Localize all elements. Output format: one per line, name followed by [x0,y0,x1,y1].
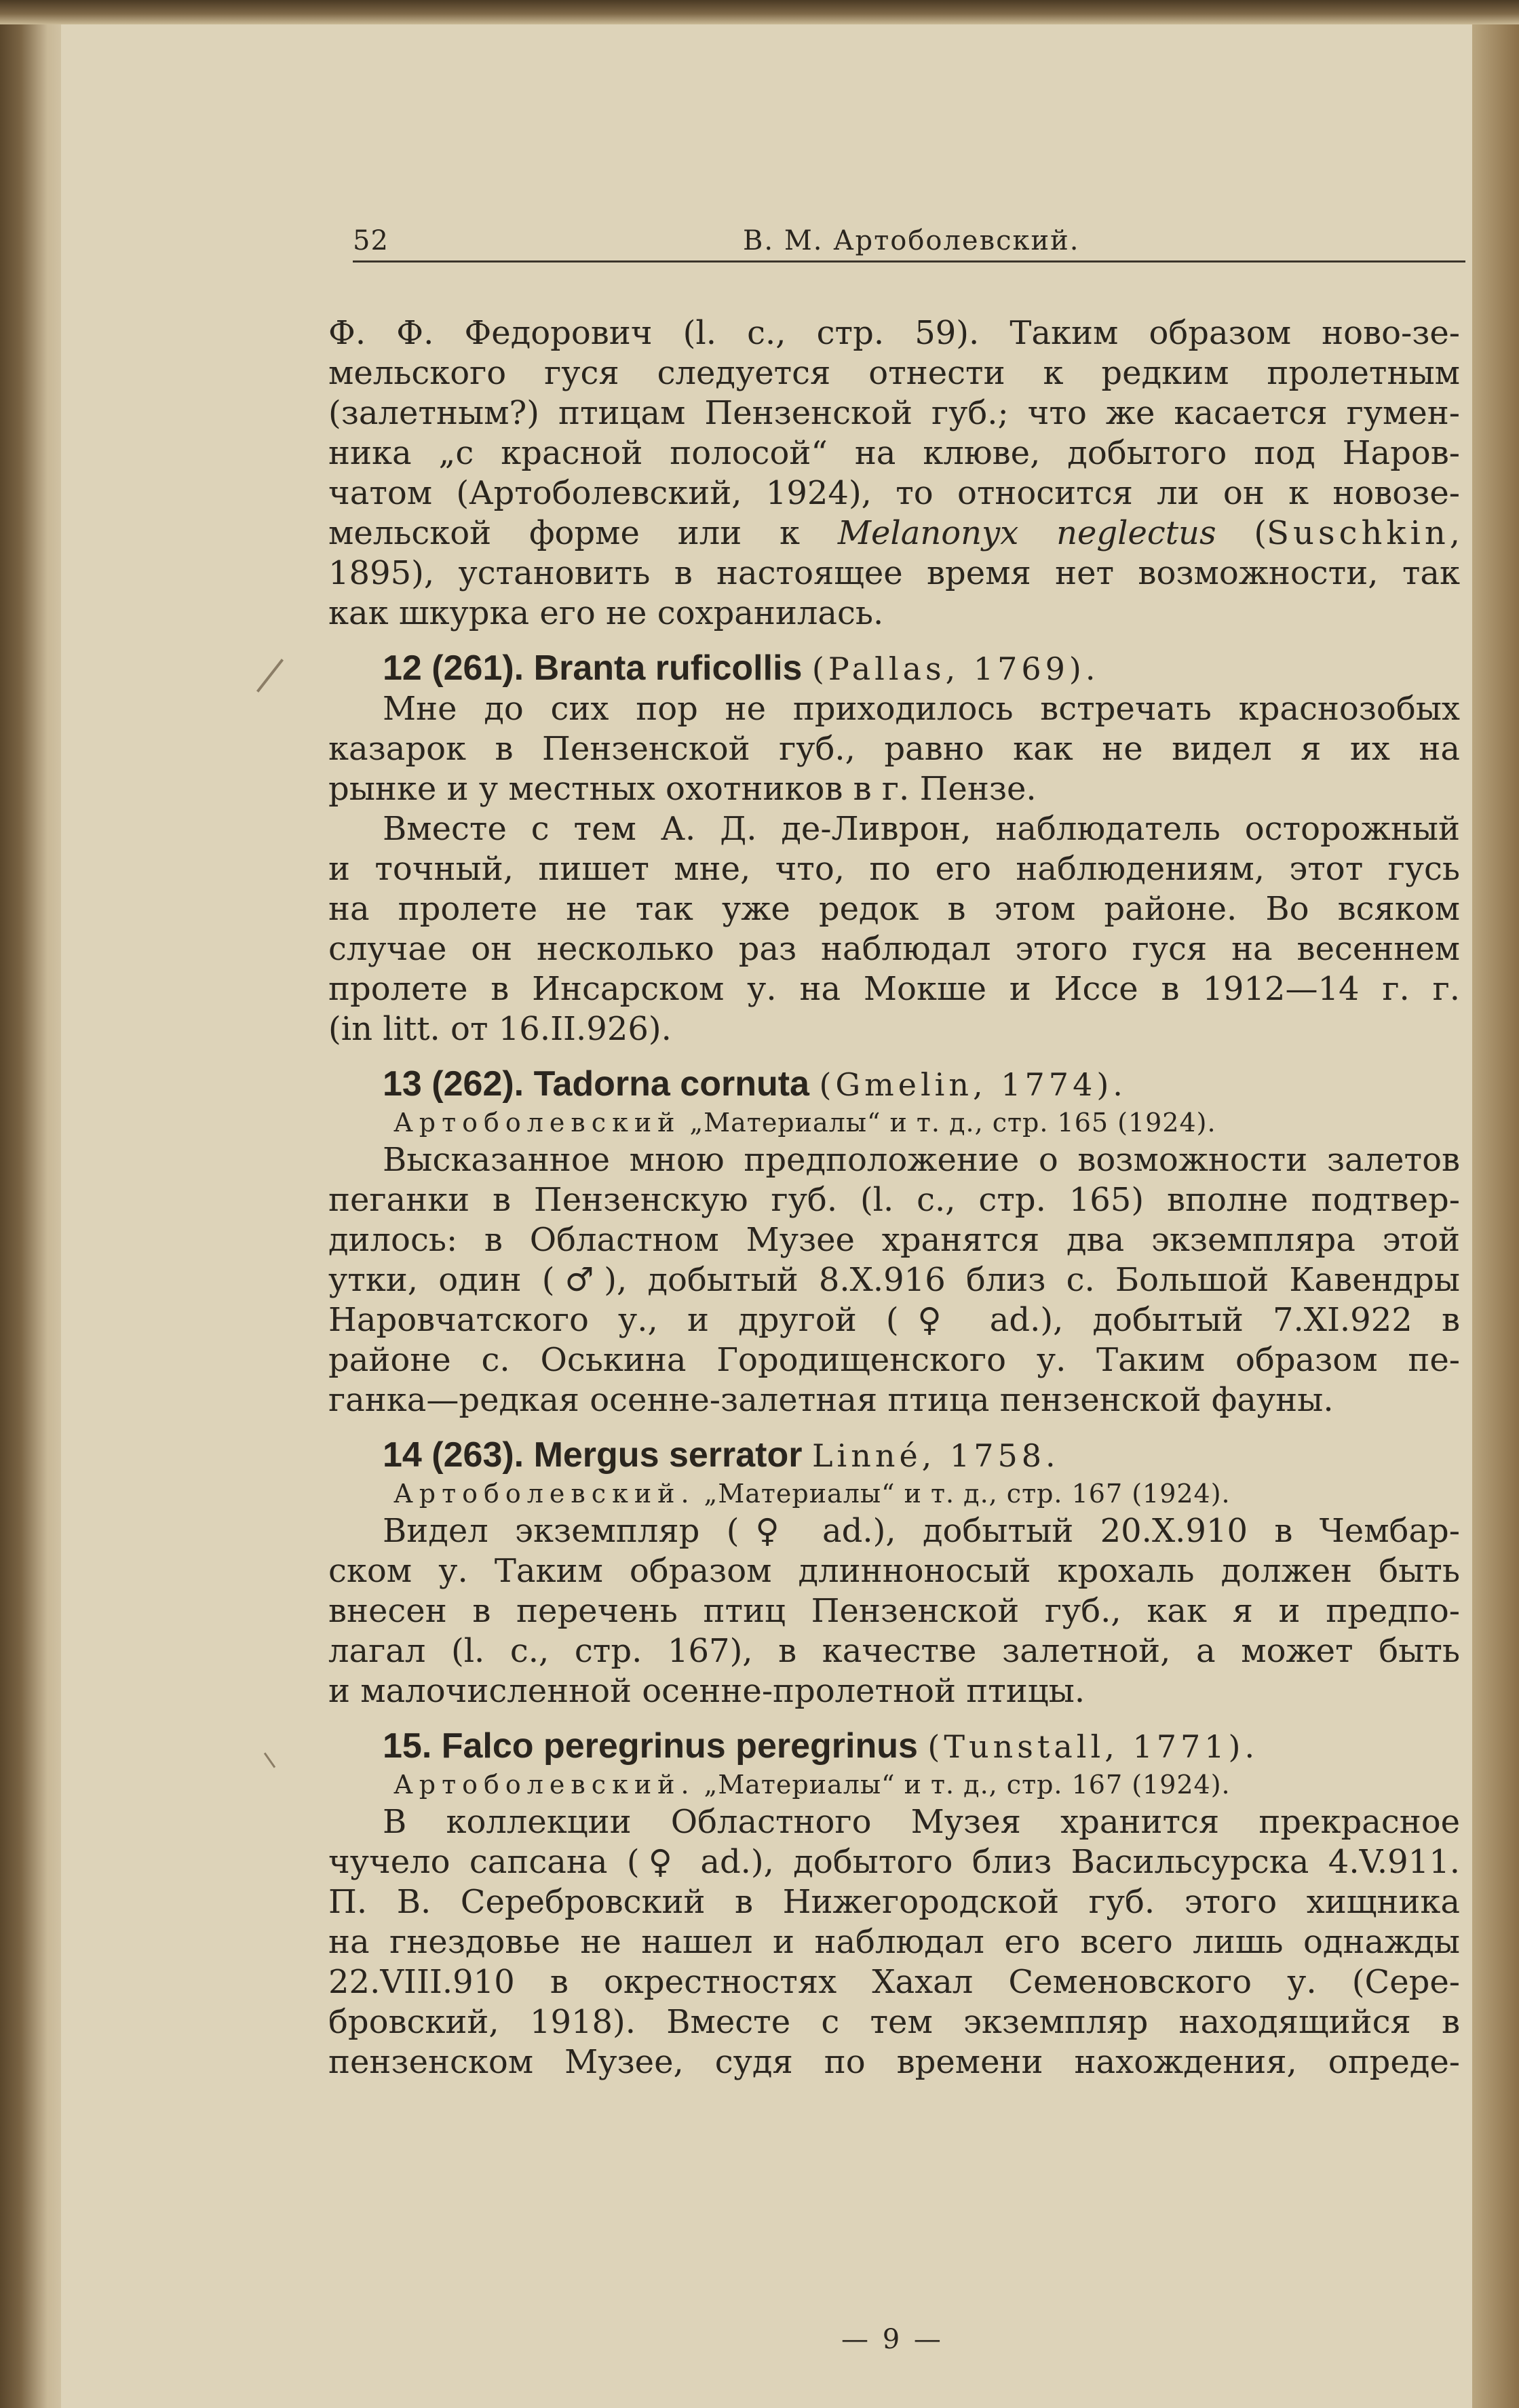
text-line: чучело сапсана (♀ ad.), добытого близ Васильсурска 4.V.911. [328,1843,1460,1881]
text-line: утки, один (♂), добытый 8.X.916 близ с. Большой Кавендры [328,1261,1460,1299]
text-line: Мне до сих пор не приходилось встречать краснозобых [383,690,1460,728]
text-line: 1895), установить в настоящее время нет возможности, так [328,554,1460,592]
text-line: 22.VIII.910 в окрестностях Хахал Семеновского у. (Сере- [328,1963,1460,2001]
species-heading-15 [328,1726,1460,1767]
text-line: бровский, 1918). Вместе с тем экземпляр находящийся в [328,2003,1460,2041]
text-line: В коллекции Областного Музея хранится прекрасное [383,1803,1460,1841]
species-title: 14 (263). Mergus serrator [383,1435,803,1475]
text-line: Видел экземпляр (♀ ad.), добытый 20.X.910 в Чембар- [383,1512,1460,1550]
text-line: внесен в перечень птиц Пензенской губ., как я и предпо- [328,1592,1460,1630]
species-author: (Tunstall, 1771). [927,1728,1259,1765]
reference-line [328,1105,1460,1140]
species-heading-12 [328,648,1460,689]
reference-source: „Материалы“ и т. д., стр. 167 (1924). [695,1770,1231,1800]
reference-line [328,1476,1460,1511]
species-author: (Pallas, 1769). [811,650,1100,687]
body-text [328,313,1460,2082]
species-title: 13 (262). Tadorna cornuta [383,1064,809,1104]
text-line: ника „с красной полосой“ на клюве, добытого под Наров- [328,434,1460,472]
text-line: рынке и у местных охотников в г. Пензе. [328,770,1037,808]
reference-source: „Материалы“ и т. д., стр. 167 (1924). [695,1479,1231,1509]
reference-source: „Материалы“ и т. д., стр. 165 (1924). [680,1108,1216,1138]
reference-line [328,1767,1460,1802]
text-line: на гнездовье не нашел и наблюдал его всего лишь однажды [328,1923,1460,1961]
text-line: Наровчатского у., и другой (♀ ad.), добытый 7.XI.922 в [328,1301,1460,1339]
text-line: пролете в Инсарском у. на Мокше и Иссе в 1912—14 г. г. [328,970,1460,1008]
species-heading-14 [328,1435,1460,1476]
text-line: чатом (Артоболевский, 1924), то относится ли он к новозе- [328,474,1460,512]
text-line: и точный, пишет мне, что, по его наблюдениям, этот гусь [328,850,1460,888]
text-line: дилось: в Областном Музее хранятся два экземпляра этой [328,1221,1460,1259]
author-name: Suschkin [1267,514,1450,552]
page-number: 52 [353,225,389,256]
species-heading-13 [328,1064,1460,1105]
scan-top-edge [0,0,1519,24]
species-title: 15. Falco peregrinus peregrinus [383,1726,918,1766]
text-fragment: мельской форме или к [328,514,838,552]
header-rule [353,260,1465,263]
species-author: Linné, 1758. [811,1437,1060,1474]
signature-mark: — 9 — [841,2324,944,2355]
reference-author: Артоболевский. [393,1479,695,1509]
running-title: В. М. Артоболевский. [743,225,1080,256]
taxon-name: Melanonyx neglectus [837,514,1216,552]
text-line: лагал (l. с., стр. 167), в качестве залетной, а может быть [328,1632,1460,1670]
text-line: Высказанное мною предположение о возможности залетов [383,1141,1460,1179]
text-line [328,513,1460,554]
species-title: 12 (261). Branta ruficollis [383,648,803,688]
text-line: Ф. Ф. Федорович (l. с., стр. 59). Таким образом ново-зе- [328,314,1460,352]
text-line: ганка—редкая осенне-залетная птица пензенской фауны. [328,1381,1334,1419]
text-line: на пролете не так уже редок в этом районе. Во всяком [328,890,1460,928]
running-head [353,218,1465,266]
text-line: П. В. Серебровский в Нижегородской губ. этого хищника [328,1883,1460,1921]
species-author: (Gmelin, 1774). [819,1066,1127,1103]
text-line: (in litt. от 16.II.926). [328,1010,672,1048]
text-fragment: ( [1216,514,1267,552]
reference-author: Артоболевский. [393,1770,695,1800]
text-line: ском у. Таким образом длинноносый крохаль должен быть [328,1552,1460,1590]
text-line: как шкурка его не сохранилась. [328,594,884,632]
text-line: случае он несколько раз наблюдал этого гуся на весеннем [328,930,1460,968]
text-line: Вместе с тем А. Д. де-Ливрон, наблюдатель осторожный [383,810,1460,848]
text-line: и малочисленной осенне-пролетной птицы. [328,1672,1085,1710]
text-line: районе с. Оськина Городищенского у. Таким образом пе- [328,1341,1460,1379]
text-line: (залетным?) птицам Пензенской губ.; что же касается гумен- [328,394,1460,432]
text-line: пеганки в Пензенскую губ. (l. с., стр. 165) вполне подтвер- [328,1181,1460,1219]
reference-author: Артоболевский [393,1108,681,1138]
text-line: пензенском Музее, судя по времени нахождения, опреде- [328,2043,1460,2081]
text-fragment: , [1449,514,1460,552]
text-line: мельского гуся следуется отнести к редким пролетным [328,354,1460,392]
text-line: казарок в Пензенской губ., равно как не видел я их на [328,730,1460,768]
